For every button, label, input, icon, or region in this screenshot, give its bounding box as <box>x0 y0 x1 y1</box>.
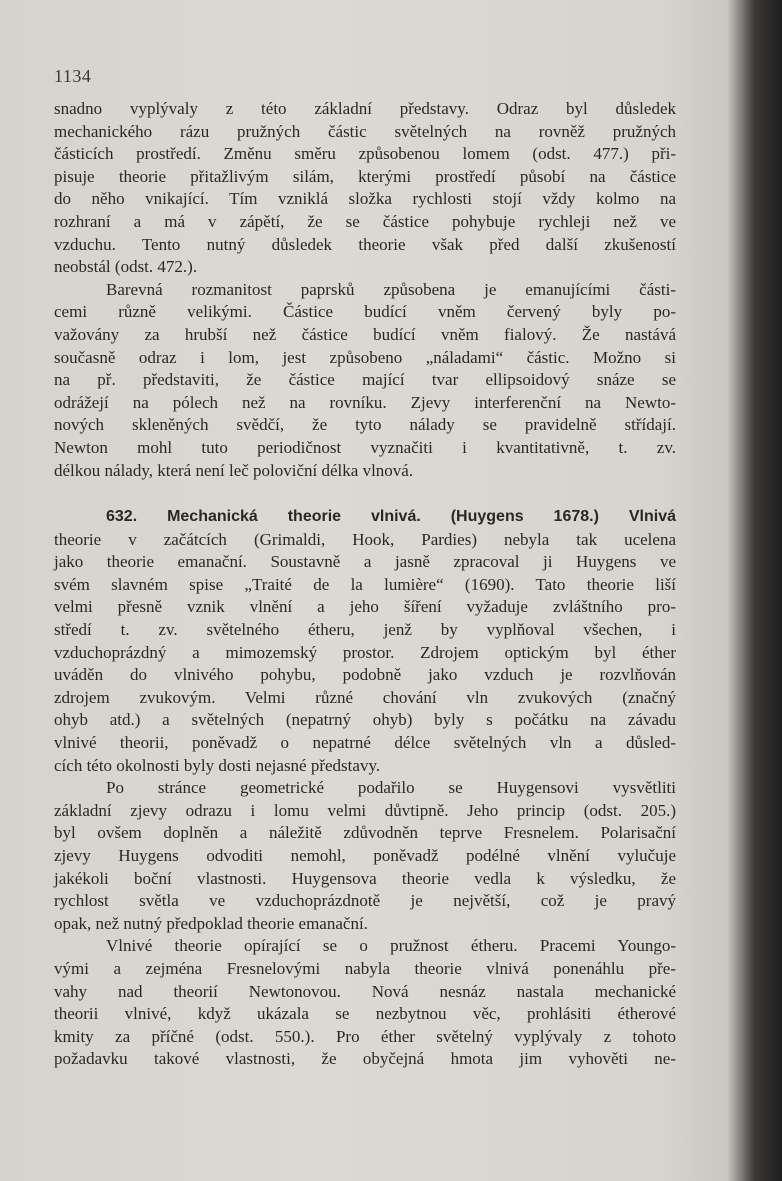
text-line: cích této okolnosti byly dosti nejasné představy. <box>54 755 381 775</box>
text-line: cemi různě velikými. Částice budící vněm červený byly po- <box>54 302 676 322</box>
paragraph-color-variety <box>54 279 676 482</box>
paragraph-elastic-ether <box>54 935 676 1071</box>
text-line: základní zjevy odrazu i lomu velmi důvtipně. Jeho princip (odst. 205.) <box>54 800 676 820</box>
text-line: kmity za příčné (odst. 550.). Pro éther světelný vyplývaly z tohoto <box>54 1026 676 1046</box>
text-line: Po stránce geometrické podařilo se Huygensovi vysvětliti <box>106 778 676 798</box>
text-line: uváděn do vlnivého pohybu, podobně jako vzduch je rozvlňován <box>54 665 676 685</box>
text-line: současně odraz i lom, jest způsobeno „náladami“ částic. Možno si <box>54 347 676 367</box>
text-line: ohyb atd.) a světelných (nepatrný ohyb) byly s počátku na závadu <box>54 710 676 730</box>
text-line: snadno vyplývaly z této základní představy. Odraz byl důsledek <box>54 99 676 118</box>
section-heading: 632. Mechanická theorie vlnivá. (Huygens 1678.) Vlnivá <box>106 508 676 526</box>
text-line: nových skleněných svědčí, že tyto nálady se pravidelně střídají. <box>54 415 676 435</box>
text-line: opak, než nutný předpoklad theorie emanační. <box>54 913 368 933</box>
text-line: mechanického rázu pružných částic světelných na rovněž pružných <box>54 121 676 141</box>
text-line: středí t. zv. světelného étheru, jenž by vyplňoval všechen, i <box>54 620 676 640</box>
section-gap <box>54 482 676 506</box>
text-line: svém slavném spise „Traité de la lumière“ (1690). Tato theorie liší <box>54 574 676 594</box>
text-line: vahy nad theorií Newtonovou. Nová nesnáz nastala mechanické <box>54 981 676 1001</box>
text-line: theorie v začátcích (Grimaldi, Hook, Pardies) nebyla tak ucelena <box>54 529 676 549</box>
text-line: vými a zejména Fresnelovými nabyla theorie vlnivá ponenáhlu pře- <box>54 958 676 978</box>
text-line: do něho vnikající. Tím vzniklá složka rychlosti stojí vždy kolmo na <box>54 189 676 209</box>
text-line: theorii vlnivé, když ukázala se nezbytnou věc, prohlásiti étherové <box>54 1004 676 1024</box>
text-line: jako theorie emanační. Soustavně a jasně zpracoval ji Huygens ve <box>54 552 676 572</box>
text-line: neobstál (odst. 472.). <box>54 257 198 277</box>
text-line: vlnivé theorii, poněvadž o nepatrné délce světelných vln a důsled- <box>54 733 676 753</box>
text-line: Newton mohl tuto periodičnost vyznačiti i kvantitativně, t. zv. <box>54 437 676 457</box>
paragraph-emanation-consequences <box>54 98 676 279</box>
text-line: vzduchu. Tento nutný důsledek theorie však před další zkušeností <box>54 234 676 254</box>
text-line: zdrojem zvukovým. Velmi různé chování vln zvukových (značný <box>54 687 676 707</box>
text-line: na př. představiti, že částice mající tvar ellipsoidový snáze se <box>54 370 676 390</box>
text-line: zjevy Huygens odvoditi nemohl, poněvadž podélné vlnění vylučuje <box>54 846 676 865</box>
text-line: odrážejí na pólech než na rovníku. Zjevy interferenční na Newto- <box>54 392 676 412</box>
text-line: vzduchoprázdný a mimozemský prostor. Zdrojem optickým byl éther <box>54 642 676 662</box>
text-line: važovány za hrubší než částice budící vněm fialový. Že nastává <box>54 324 676 344</box>
text-line: délkou nálady, která není leč poloviční délka vlnová. <box>54 460 414 480</box>
text-line: Vlnivé theorie opírající se o pružnost étheru. Pracemi Youngo- <box>106 936 676 956</box>
text-line: velmi přesně vznik vlnění a jeho šíření vyžaduje zvláštního pro- <box>54 597 676 617</box>
page-number: 1134 <box>54 66 92 86</box>
text-line: požadavku takové vlastnosti, že obyčejná hmota jim vyhověti ne- <box>54 1049 676 1069</box>
text-line: pisuje theorie přitažlivým silám, kterými prostředí působí na částice <box>54 166 676 186</box>
text-line: rozhraní a má v zápětí, že se částice pohybuje rychleji než ve <box>54 211 676 231</box>
text-line: rychlost světla ve vzduchoprázdnotě je největší, což je pravý <box>54 891 676 911</box>
text-line: částicích prostředí. Změnu směru způsobenou lomem (odst. 477.) při- <box>54 144 676 164</box>
text-line: byl ovšem doplněn a náležitě zdůvodněn teprve Fresnelem. Polarisační <box>54 823 676 843</box>
text-line: jakékoli boční vlastnosti. Huygensova theorie vedla k výsledku, že <box>54 868 676 888</box>
text-block <box>54 98 676 1071</box>
section-632-wave-theory <box>54 506 676 777</box>
paragraph-geometric <box>54 777 676 935</box>
text-line: Barevná rozmanitost paprsků způsobena je emanujícími části- <box>106 279 676 299</box>
